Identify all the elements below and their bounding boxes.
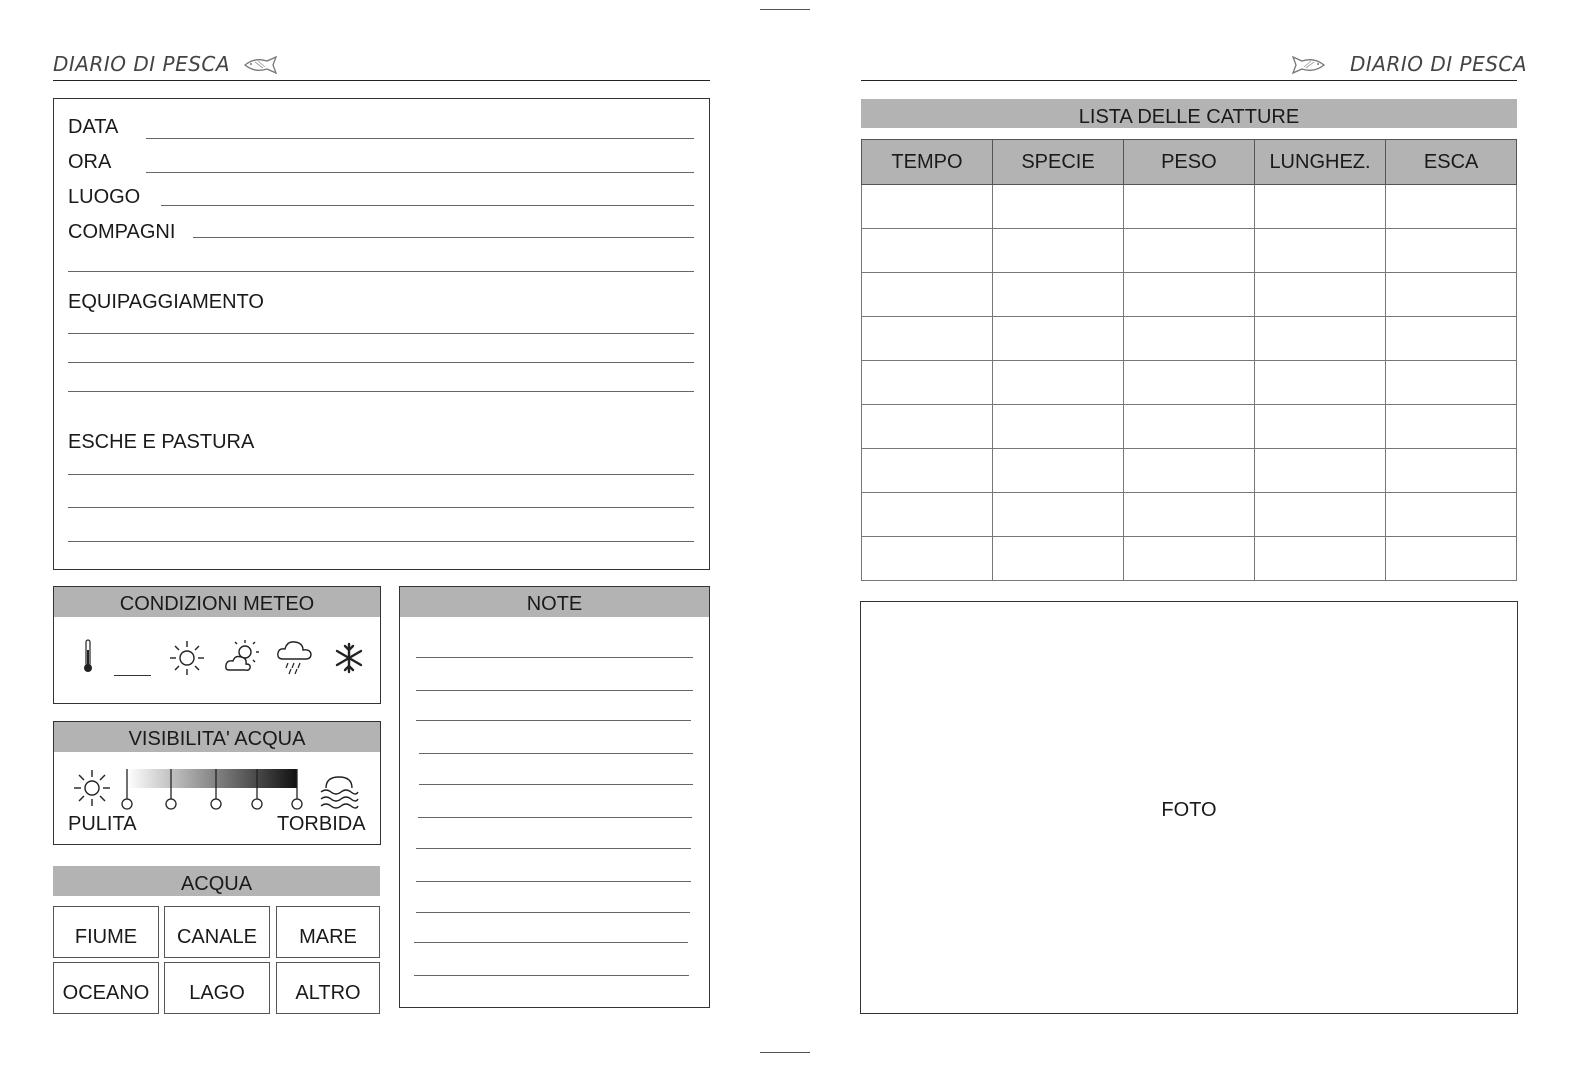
table-cell[interactable] — [992, 537, 1123, 581]
table-cell[interactable] — [1254, 361, 1386, 405]
esche-line[interactable] — [68, 541, 694, 542]
table-cell[interactable] — [862, 537, 993, 581]
table-cell[interactable] — [1386, 185, 1517, 229]
table-cell[interactable] — [1254, 493, 1386, 537]
table-cell[interactable] — [992, 273, 1123, 317]
table-row — [862, 229, 1517, 273]
table-cell[interactable] — [862, 185, 993, 229]
right-header-rule — [861, 80, 1517, 81]
table-cell[interactable] — [1386, 449, 1517, 493]
column-header-specie: SPECIE — [992, 140, 1123, 185]
acqua-title: ACQUA — [53, 866, 380, 896]
table-row — [862, 273, 1517, 317]
meteo-title: CONDIZIONI METEO — [54, 587, 380, 617]
column-header-peso: PESO — [1124, 140, 1255, 185]
pulita-label: PULITA — [68, 813, 137, 835]
note-line[interactable] — [416, 848, 691, 849]
torbida-label: TORBIDA — [277, 813, 366, 835]
table-cell[interactable] — [992, 185, 1123, 229]
rain-cloud-icon[interactable] — [276, 637, 314, 677]
column-header-lunghezza: LUNGHEZ. — [1254, 140, 1386, 185]
table-cell[interactable] — [1386, 405, 1517, 449]
note-line[interactable] — [416, 720, 691, 721]
equipaggiamento-line[interactable] — [68, 362, 694, 363]
equipaggiamento-label: EQUIPAGGIAMENTO — [68, 291, 264, 313]
table-cell[interactable] — [992, 317, 1123, 361]
esche-line[interactable] — [68, 474, 694, 475]
column-header-esca: ESCA — [1386, 140, 1517, 185]
table-row — [862, 537, 1517, 581]
compagni-label: COMPAGNI — [68, 221, 176, 243]
table-cell[interactable] — [1386, 537, 1517, 581]
partly-cloudy-icon[interactable] — [223, 638, 261, 676]
table-cell[interactable] — [992, 361, 1123, 405]
table-cell[interactable] — [992, 449, 1123, 493]
luogo-label: LUOGO — [68, 186, 141, 208]
fish-icon — [243, 55, 279, 75]
table-cell[interactable] — [1124, 449, 1255, 493]
note-line[interactable] — [414, 975, 689, 976]
table-cell[interactable] — [1254, 317, 1386, 361]
table-cell[interactable] — [1254, 449, 1386, 493]
left-header-title: DIARIO DI PESCA — [53, 52, 231, 76]
note-line[interactable] — [419, 753, 693, 754]
ora-label: ORA — [68, 151, 112, 173]
acqua-option-canale[interactable]: CANALE — [164, 906, 270, 958]
table-cell[interactable] — [862, 317, 993, 361]
table-cell[interactable] — [1124, 229, 1255, 273]
catture-title: LISTA DELLE CATTURE — [861, 99, 1517, 128]
table-cell[interactable] — [1254, 185, 1386, 229]
table-cell[interactable] — [1386, 229, 1517, 273]
crop-mark-bottom — [760, 1052, 810, 1053]
acqua-option-mare[interactable]: MARE — [276, 906, 380, 958]
acqua-option-fiume[interactable]: FIUME — [53, 906, 159, 958]
acqua-option-lago[interactable]: LAGO — [164, 962, 270, 1014]
crop-mark-top — [760, 9, 810, 10]
note-line[interactable] — [416, 657, 693, 658]
table-cell[interactable] — [992, 405, 1123, 449]
fish-icon — [1290, 55, 1326, 75]
table-cell[interactable] — [862, 229, 993, 273]
visibility-scale[interactable] — [118, 766, 308, 812]
equipaggiamento-line[interactable] — [68, 391, 694, 392]
table-cell[interactable] — [992, 493, 1123, 537]
table-cell[interactable] — [862, 273, 993, 317]
note-line[interactable] — [414, 942, 688, 943]
foto-label: FOTO — [1161, 799, 1217, 821]
table-row — [862, 361, 1517, 405]
table-cell[interactable] — [1254, 537, 1386, 581]
luogo-field[interactable] — [161, 205, 694, 206]
table-row — [862, 185, 1517, 229]
note-line[interactable] — [416, 912, 690, 913]
fog-water-icon — [318, 772, 360, 810]
data-label: DATA — [68, 116, 119, 138]
acqua-option-oceano[interactable]: OCEANO — [53, 962, 159, 1014]
table-cell[interactable] — [1386, 273, 1517, 317]
table-cell[interactable] — [862, 449, 993, 493]
note-title: NOTE — [400, 587, 709, 617]
ora-field[interactable] — [146, 172, 694, 173]
equipaggiamento-line[interactable] — [68, 333, 694, 334]
thermometer-icon — [80, 638, 96, 674]
table-row — [862, 449, 1517, 493]
table-cell[interactable] — [1124, 361, 1255, 405]
table-cell[interactable] — [1254, 229, 1386, 273]
sun-icon — [72, 768, 112, 808]
compagni-field-line[interactable] — [68, 271, 694, 272]
sun-icon[interactable] — [168, 639, 206, 677]
temperature-field[interactable] — [114, 675, 151, 676]
info-box — [53, 98, 710, 570]
column-header-tempo: TEMPO — [862, 140, 993, 185]
acqua-option-altro[interactable]: ALTRO — [276, 962, 380, 1014]
table-row — [862, 405, 1517, 449]
table-cell[interactable] — [1124, 273, 1255, 317]
table-cell[interactable] — [862, 361, 993, 405]
table-cell[interactable] — [1124, 537, 1255, 581]
table-row — [862, 317, 1517, 361]
table-cell[interactable] — [1254, 273, 1386, 317]
table-cell[interactable] — [1386, 361, 1517, 405]
note-line[interactable] — [418, 817, 692, 818]
table-cell[interactable] — [992, 229, 1123, 273]
table-cell[interactable] — [1124, 493, 1255, 537]
note-line[interactable] — [419, 784, 693, 785]
table-cell[interactable] — [862, 493, 993, 537]
table-cell[interactable] — [862, 405, 993, 449]
table-row — [862, 493, 1517, 537]
visibilita-title: VISIBILITA' ACQUA — [54, 722, 380, 752]
snowflake-icon[interactable] — [333, 641, 365, 675]
table-cell[interactable] — [1254, 405, 1386, 449]
esche-label: ESCHE E PASTURA — [68, 431, 255, 453]
esche-line[interactable] — [68, 507, 694, 508]
note-box — [399, 586, 710, 1008]
catture-table — [861, 139, 1517, 581]
table-cell[interactable] — [1124, 185, 1255, 229]
data-field[interactable] — [146, 138, 694, 139]
table-cell[interactable] — [1124, 405, 1255, 449]
table-cell[interactable] — [1124, 317, 1255, 361]
left-header-rule — [53, 80, 710, 81]
note-line[interactable] — [416, 690, 693, 691]
catture-header-row — [862, 140, 1517, 185]
right-header-title: DIARIO DI PESCA — [1350, 52, 1528, 76]
table-cell[interactable] — [1386, 493, 1517, 537]
compagni-field[interactable] — [193, 237, 694, 238]
note-line[interactable] — [416, 881, 691, 882]
table-cell[interactable] — [1386, 317, 1517, 361]
